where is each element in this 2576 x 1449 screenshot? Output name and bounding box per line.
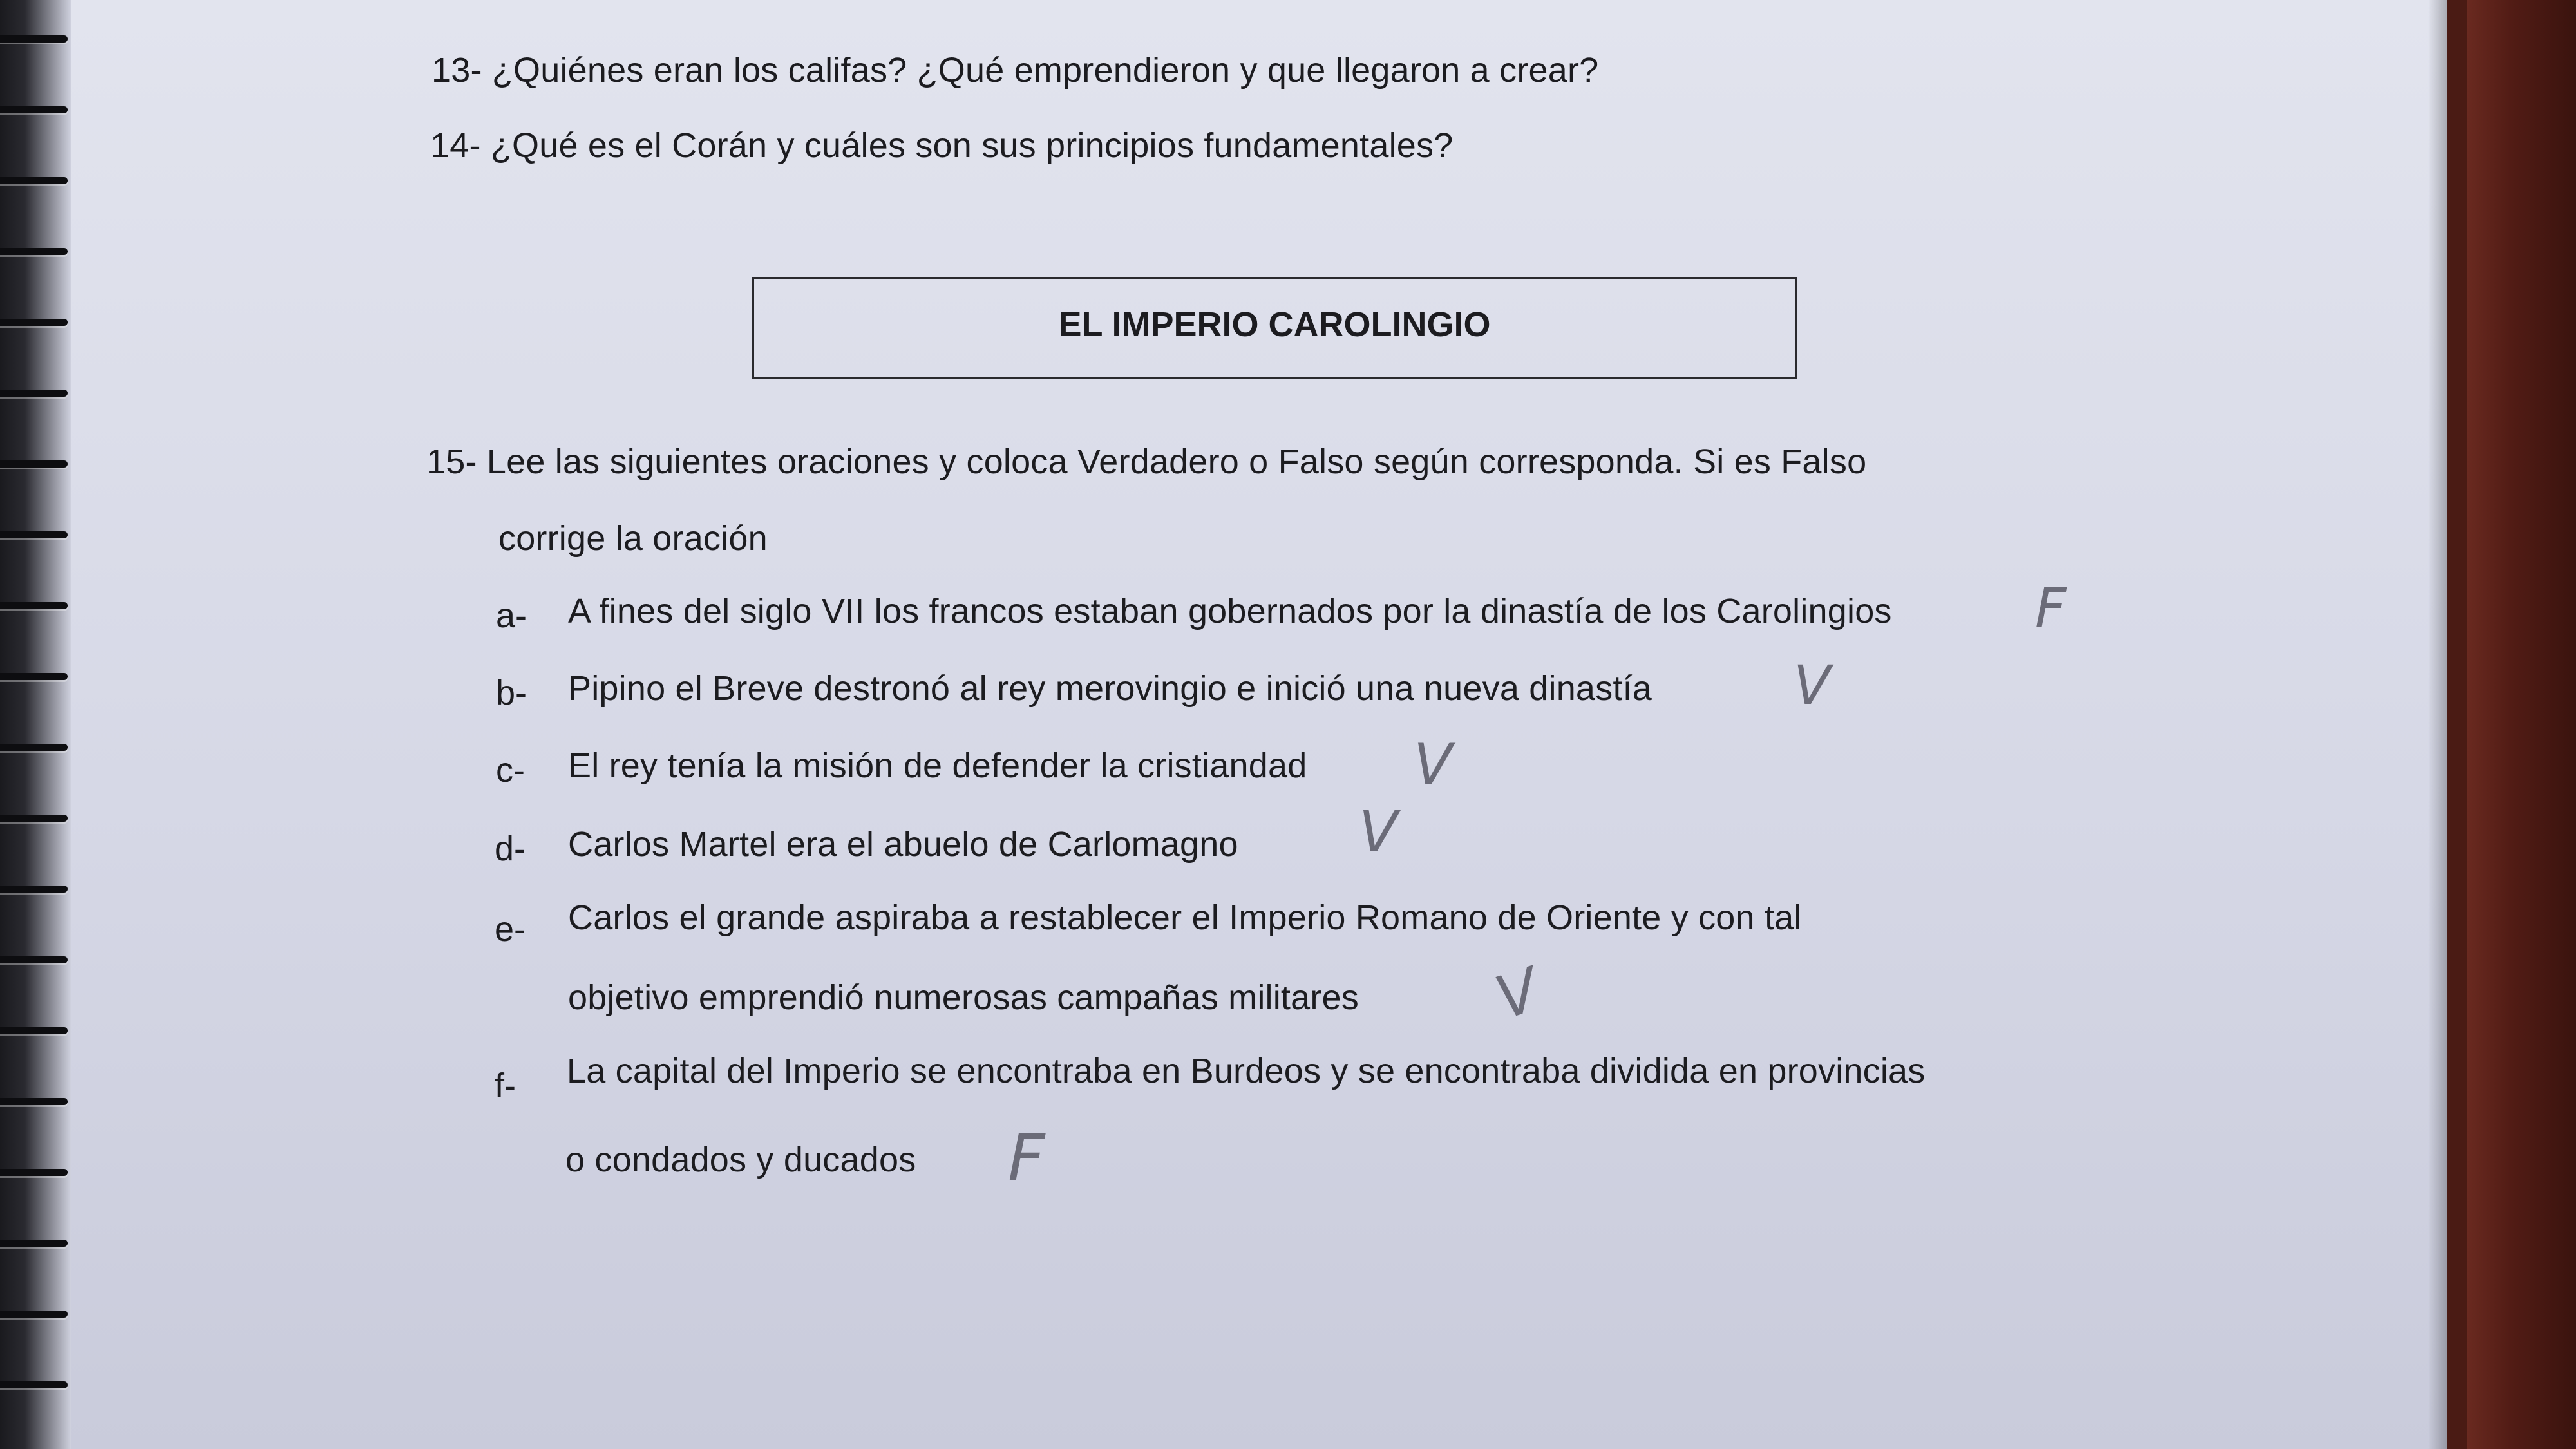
- item-a-text: A fines del siglo VII los francos estaban gobernados por la dinastía de los Carolingios: [568, 592, 1892, 630]
- item-e-text-line2: objetivo emprendió numerosas campañas militares: [568, 978, 1359, 1017]
- item-a-mark: F: [2035, 576, 2067, 639]
- item-e-letter: e-: [495, 910, 526, 949]
- item-f-text-line2: o condados y ducados: [565, 1141, 916, 1179]
- item-d-letter: d-: [495, 829, 526, 868]
- item-f-text: La capital del Imperio se encontraba en Burdeos y se encontraba dividida en provincias: [567, 1052, 1926, 1090]
- item-c-mark: V: [1414, 731, 1453, 797]
- question-14: 14- ¿Qué es el Corán y cuáles son sus principios fundamentales?: [430, 126, 1454, 165]
- desk-background: [2467, 0, 2576, 1449]
- item-d-text: Carlos Martel era el abuelo de Carlomagno: [568, 825, 1238, 864]
- item-e-mark: V: [1488, 954, 1548, 1034]
- item-f-mark: F: [1008, 1121, 1045, 1196]
- item-b-text: Pipino el Breve destronó al rey merovingio e inició una nueva dinastía: [568, 669, 1652, 708]
- item-c-text: El rey tenía la misión de defender la cristiandad: [568, 746, 1307, 785]
- item-a-letter: a-: [496, 596, 527, 635]
- question-15-line1: 15- Lee las siguientes oraciones y coloca Verdadero o Falso según corresponda. Si es Falso: [426, 442, 1867, 481]
- item-b-letter: b-: [496, 674, 527, 712]
- item-e-text: Carlos el grande aspiraba a restablecer el Imperio Romano de Oriente y con tal: [568, 898, 1802, 937]
- spiral-binding: [0, 0, 71, 1449]
- section-title-box: [752, 277, 1797, 379]
- item-c-letter: c-: [496, 751, 525, 790]
- item-b-mark: V: [1794, 654, 1831, 717]
- question-15-line2: corrige la oración: [498, 519, 768, 558]
- question-13: 13- ¿Quiénes eran los califas? ¿Qué emprendieron y que llegaron a crear?: [431, 51, 1599, 90]
- section-title: EL IMPERIO CAROLINGIO: [1058, 305, 1491, 344]
- item-d-mark: V: [1359, 799, 1398, 865]
- item-f-letter: f-: [495, 1066, 516, 1105]
